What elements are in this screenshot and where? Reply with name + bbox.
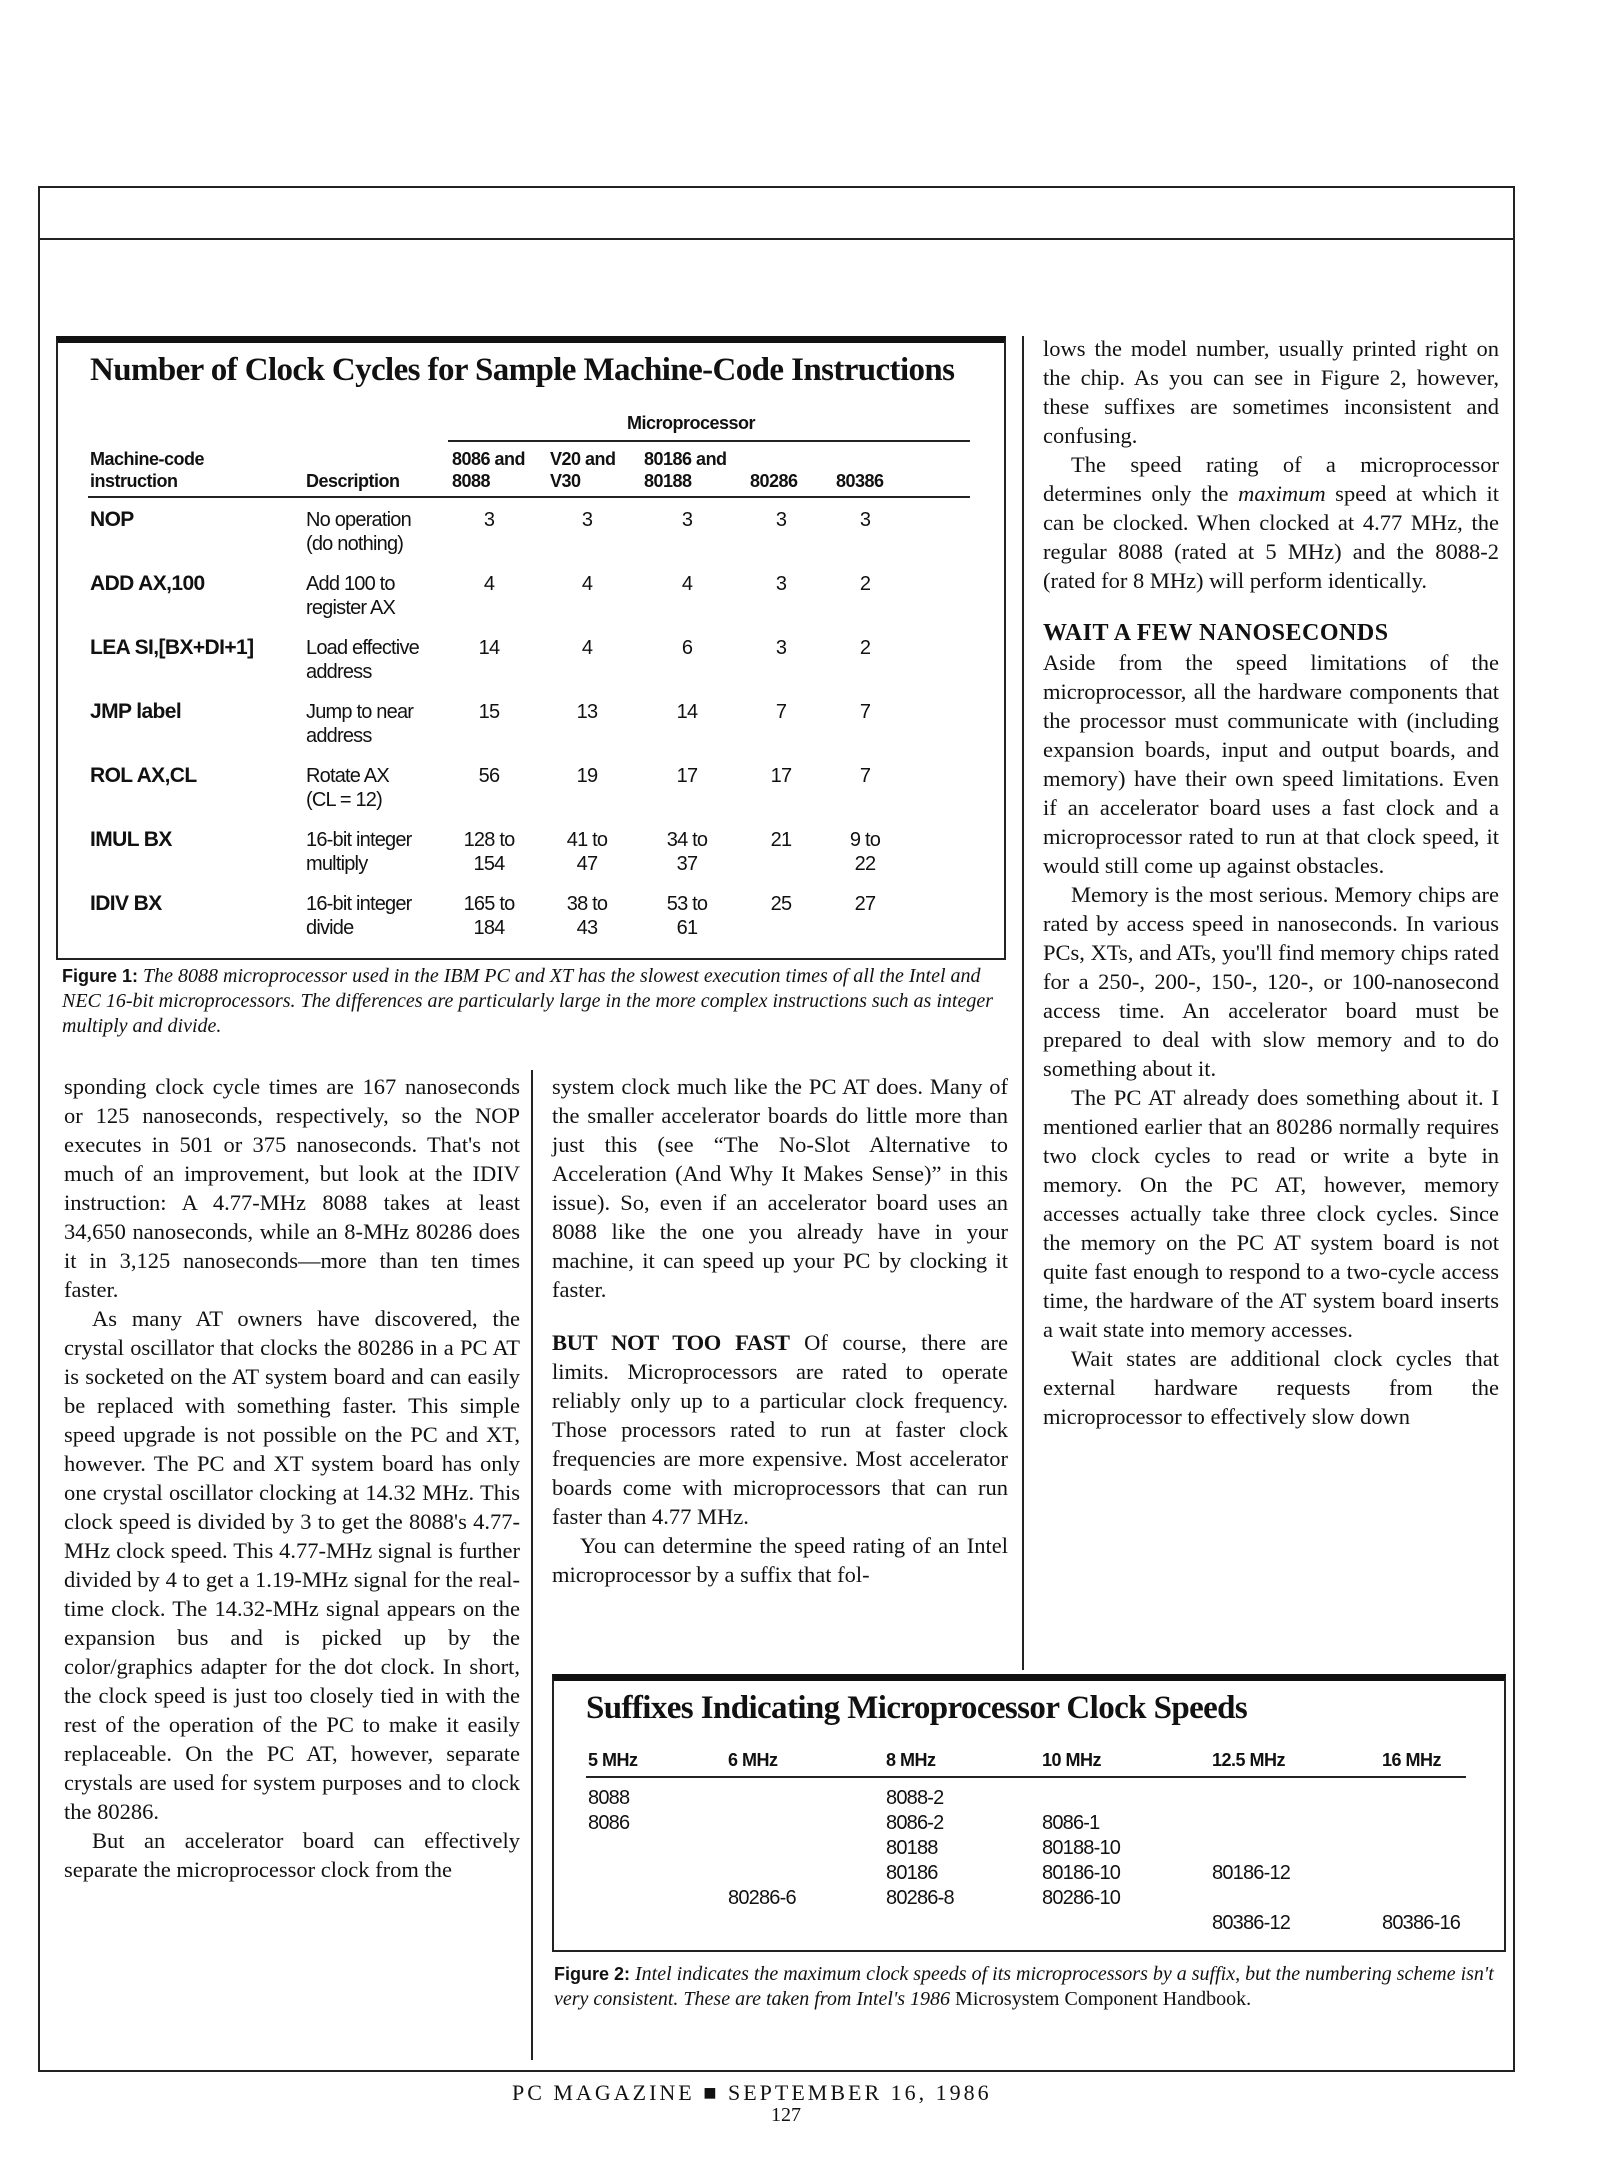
column3-paragraph-2 xyxy=(1043,450,1499,595)
figure1-cell-cycles-8086: 3 xyxy=(483,509,495,531)
figure1-cell-description: Load effective address xyxy=(306,637,419,683)
figure1-cell-cycles-80286: 3 xyxy=(775,637,787,659)
figure1-cell-cycles-80286: 3 xyxy=(775,573,787,595)
figure1-cell-cycles-80186: 4 xyxy=(681,573,693,595)
figure1-cell-instruction: ADD AX,100 xyxy=(90,572,205,595)
figure1-cell-cycles-80286: 17 xyxy=(770,765,792,787)
figure2-header-6mhz: 6 MHz xyxy=(728,1750,778,1770)
figure1-cell-description: 16-bit integer multiply xyxy=(306,829,412,875)
column3-subhead: WAIT A FEW NANOSECONDS xyxy=(1043,620,1389,646)
figure2-column-6mhz: 80286-6 xyxy=(728,1887,796,1909)
figure1-cell-cycles-8086: 56 xyxy=(478,765,500,787)
figure2-header-10mhz: 10 MHz xyxy=(1042,1750,1102,1770)
figure1-cell-cycles-80386: 2 xyxy=(859,637,871,659)
figure1-cell-cycles-80186: 3 xyxy=(681,509,693,531)
column2-paragraph-1: system clock much like the PC AT does. Many of the smaller accelerator boards do little more than just this (see “The No-Slot Alternative to Acceleration (And Why It Makes Sense)” in this issue). So, even if an accelerator board uses an 8088 like the one you already have in your machine, it can speed up your PC by clocking it faster. xyxy=(552,1074,1008,1302)
column2-paragraph-3: You can determine the speed rating of an Intel microprocessor by a suffix that fol- xyxy=(552,1533,1008,1587)
figure1-header-80186: 80186 and 80188 xyxy=(644,449,727,491)
figure1-cell-instruction: NOP xyxy=(90,508,134,531)
column3-paragraph-6: Wait states are additional clock cycles that external hardware requests from the microprocessor to effectively slow down xyxy=(1043,1346,1499,1429)
figure2-caption-label: Figure 2: xyxy=(554,1964,631,1984)
column1-paragraph-3: But an accelerator board can effectively separate the microprocessor clock from the xyxy=(64,1828,520,1882)
figure1-cell-cycles-80386: 27 xyxy=(854,893,876,915)
figure1-cell-cycles-80186: 53 to 61 xyxy=(666,893,708,939)
figure1-cell-cycles-8086: 128 to 154 xyxy=(463,829,515,875)
figure1-cell-cycles-v20: 4 xyxy=(581,573,593,595)
column1-paragraph-1: sponding clock cycle times are 167 nanoseconds or 125 nanoseconds, respectively, so the NOP executes in 501 or 375 nanoseconds. That's not much of an improvement, but look at the IDIV instruction: A 4.77-MHz 8088 takes at least 34,650 nanoseconds, while an 8-MHz 80286 does it in 3,125 nanoseconds—more than ten times faster. xyxy=(64,1074,520,1302)
figure1-cell-cycles-v20: 3 xyxy=(581,509,593,531)
figure1-cell-cycles-80186: 6 xyxy=(681,637,693,659)
figure1-cell-cycles-80186: 14 xyxy=(676,701,698,723)
page-number: 127 xyxy=(771,2104,801,2126)
figure1-group-header: Microprocessor xyxy=(627,413,756,433)
figure1-header-80286: 80286 xyxy=(750,471,798,491)
figure2-column-10mhz: 8086-1 80188-10 80186-10 80286-10 xyxy=(1042,1812,1121,1909)
column-2 xyxy=(552,1072,1008,1589)
figure1-cell-cycles-8086: 4 xyxy=(483,573,495,595)
figure2-header-16mhz: 16 MHz xyxy=(1382,1750,1442,1770)
figure1-cell-cycles-80286: 3 xyxy=(775,509,787,531)
figure1-cell-cycles-8086: 14 xyxy=(478,637,500,659)
figure1-cell-description: No operation (do nothing) xyxy=(306,509,411,555)
column-divider-1 xyxy=(531,1070,533,2060)
figure1-cell-cycles-80386: 9 to 22 xyxy=(849,829,881,875)
column3-paragraph-2b: speed at which it can be clocked. When clocked at 4.77 MHz, the regular 8088 (rated at 5 MHz) and the 8088-2 (rated for 8 MHz) will perform identically. xyxy=(1043,481,1500,593)
column2-runin-head: BUT NOT TOO FAST xyxy=(552,1330,790,1355)
figure1-cell-cycles-8086: 15 xyxy=(478,701,500,723)
figure2-caption-handbook: Microsystem Component Handbook. xyxy=(955,1988,1252,2010)
figure1-cell-cycles-v20: 13 xyxy=(576,701,598,723)
figure1-cell-cycles-80386: 7 xyxy=(859,701,871,723)
figure2-column-8mhz: 8088-2 8086-2 80188 80186 80286-8 xyxy=(886,1787,954,1909)
figure1-caption-label: Figure 1: xyxy=(62,966,139,986)
figure1-cell-cycles-8086: 165 to 184 xyxy=(463,893,515,939)
figure1-cell-description: Jump to near address xyxy=(306,701,414,747)
figure1-header-v20: V20 and V30 xyxy=(550,449,616,491)
figure1-cell-cycles-80186: 34 to 37 xyxy=(666,829,708,875)
figure2-header-8mhz: 8 MHz xyxy=(886,1750,936,1770)
figure1-cell-instruction: ROL AX,CL xyxy=(90,764,197,787)
figure1-header-rule xyxy=(88,496,970,498)
figure1-cell-cycles-v20: 38 to 43 xyxy=(566,893,608,939)
figure1-cell-cycles-80386: 3 xyxy=(859,509,871,531)
figure1-cell-cycles-v20: 19 xyxy=(576,765,598,787)
column1-paragraph-2: As many AT owners have discovered, the crystal oscillator that clocks the 80286 in a PC AT is socketed on the AT system board and can easily be replaced with something faster. This simple speed upgrade is not possible on the PC and XT, however. The PC and XT system board has only one crystal oscillator clocking at 14.32 MHz. This clock speed is divided by 3 to get the 8088's 4.77-MHz clock speed. This 4.77-MHz signal is further divided by 4 to get a 1.19-MHz signal for the real-time clock. The 14.32-MHz signal appears on the expansion bus and is picked up by the color/graphics adapter for the dot clock. In short, the clock speed is just too closely tied in with the rest of the operation of the PC to make it easily replaceable. On the PC AT, however, separate crystals are used for system purposes and to clock the 80286. xyxy=(64,1306,520,1824)
figure1-cell-instruction: IDIV BX xyxy=(90,892,162,915)
figure1-cell-description: 16-bit integer divide xyxy=(306,893,412,939)
column3-paragraph-1: lows the model number, usually printed right on the chip. As you can see in Figure 2, however, these suffixes are sometimes inconsistent and confusing. xyxy=(1043,336,1499,448)
figure1-caption xyxy=(62,964,1010,1039)
figure1-cell-cycles-80386: 2 xyxy=(859,573,871,595)
column2-paragraph-2 xyxy=(552,1328,1008,1531)
figure1-group-rule xyxy=(448,440,970,442)
magazine-footer: PC MAGAZINE ■ SEPTEMBER 16, 1986 xyxy=(512,2080,992,2105)
figure1-header-instruction: Machine-code instruction xyxy=(90,449,205,491)
figure1-title: Number of Clock Cycles for Sample Machine-Code Instructions xyxy=(90,352,955,388)
figure1-cell-description: Add 100 to register AX xyxy=(306,573,396,619)
figure2-header-5mhz: 5 MHz xyxy=(588,1750,638,1770)
column2-paragraph-2-text: Of course, there are limits. Microprocessors are rated to operate reliably only up to a particular clock frequency. Those processors rated to run at faster clock frequencies are more expensive. Most accelerator boards come with microprocessors that can run faster than 4.77 MHz. xyxy=(552,1330,1008,1529)
figure1-cell-instruction: JMP label xyxy=(90,700,182,723)
column-3 xyxy=(1043,334,1499,1431)
column3-paragraph-4: Memory is the most serious. Memory chips are rated by access speed in nanoseconds. In various PCs, XTs, and ATs, you'll find memory chips rated for a 250-, 200-, 150-, 120-, or 100-nanosecond access time. An accelerator board must be prepared to deal with slow memory and to do something about it. xyxy=(1043,882,1499,1081)
figure1-header-description: Description xyxy=(306,471,400,491)
figure1-header-80386: 80386 xyxy=(836,471,884,491)
figure1-cell-cycles-v20: 4 xyxy=(581,637,593,659)
figure1-cell-instruction: IMUL BX xyxy=(90,828,172,851)
figure2-column-5mhz: 8088 8086 xyxy=(588,1787,630,1834)
figure1-cell-cycles-80286: 7 xyxy=(775,701,787,723)
figure2-caption xyxy=(554,1962,1498,2012)
figure1-cell-instruction: LEA SI,[BX+DI+1] xyxy=(90,636,254,659)
figure2-title: Suffixes Indicating Microprocessor Clock Speeds xyxy=(586,1690,1248,1726)
column-1 xyxy=(64,1072,520,1884)
figure1-cell-cycles-v20: 41 to 47 xyxy=(566,829,608,875)
column3-paragraph-3: Aside from the speed limitations of the microprocessor, all the hardware components that the processor must communicate with (including expansion boards, input and output boards, and memory) have their own speed limitations. Even if an accelerator board uses a fast clock and a microprocessor rated to run at that clock speed, it would still come up against obstacles. xyxy=(1043,650,1499,878)
figure1-cell-cycles-80286: 21 xyxy=(770,829,792,851)
header-rule xyxy=(38,238,1515,240)
figure2-column-16mhz: 80386-16 xyxy=(1382,1912,1461,1934)
figure1-cell-description: Rotate AX (CL = 12) xyxy=(306,765,389,811)
figure1-cell-cycles-80286: 25 xyxy=(770,893,792,915)
figure1-cell-cycles-80186: 17 xyxy=(676,765,698,787)
figure1-caption-text: The 8088 microprocessor used in the IBM PC and XT has the slowest execution times of all the Intel and NEC 16-bit microprocessors. The differences are particularly large in the more complex instructions such as integer multiply and divide. xyxy=(62,965,993,1037)
column3-paragraph-5: The PC AT already does something about it. I mentioned earlier that an 80286 normally requires two clock cycles to read or write a byte in memory. On the PC AT, however, memory accesses actually take three clock cycles. Since the memory on the PC AT system board is not quite fast enough to respond to a two-cycle access time, the hardware of the AT system board inserts a wait state into memory accesses. xyxy=(1043,1085,1499,1342)
figure2-header-12-5mhz: 12.5 MHz xyxy=(1212,1750,1286,1770)
figure2-column-12-5mhz: 80186-12 80386-12 xyxy=(1212,1862,1291,1934)
column3-paragraph-2a: The speed rating of a microprocessor determines only the xyxy=(1043,452,1499,506)
column-divider-2 xyxy=(1022,336,1024,1670)
figure2-caption-text: Intel indicates the maximum clock speeds of its microprocessors by a suffix, but the numbering scheme isn't very consistent. These are taken from Intel's 1986 xyxy=(554,1963,1494,2010)
column3-paragraph-2-emphasis: maximum xyxy=(1238,481,1326,506)
figure2-header-rule xyxy=(586,1776,1466,1778)
figure1-cell-cycles-80386: 7 xyxy=(859,765,871,787)
figure1-header-8086: 8086 and 8088 xyxy=(452,449,526,491)
